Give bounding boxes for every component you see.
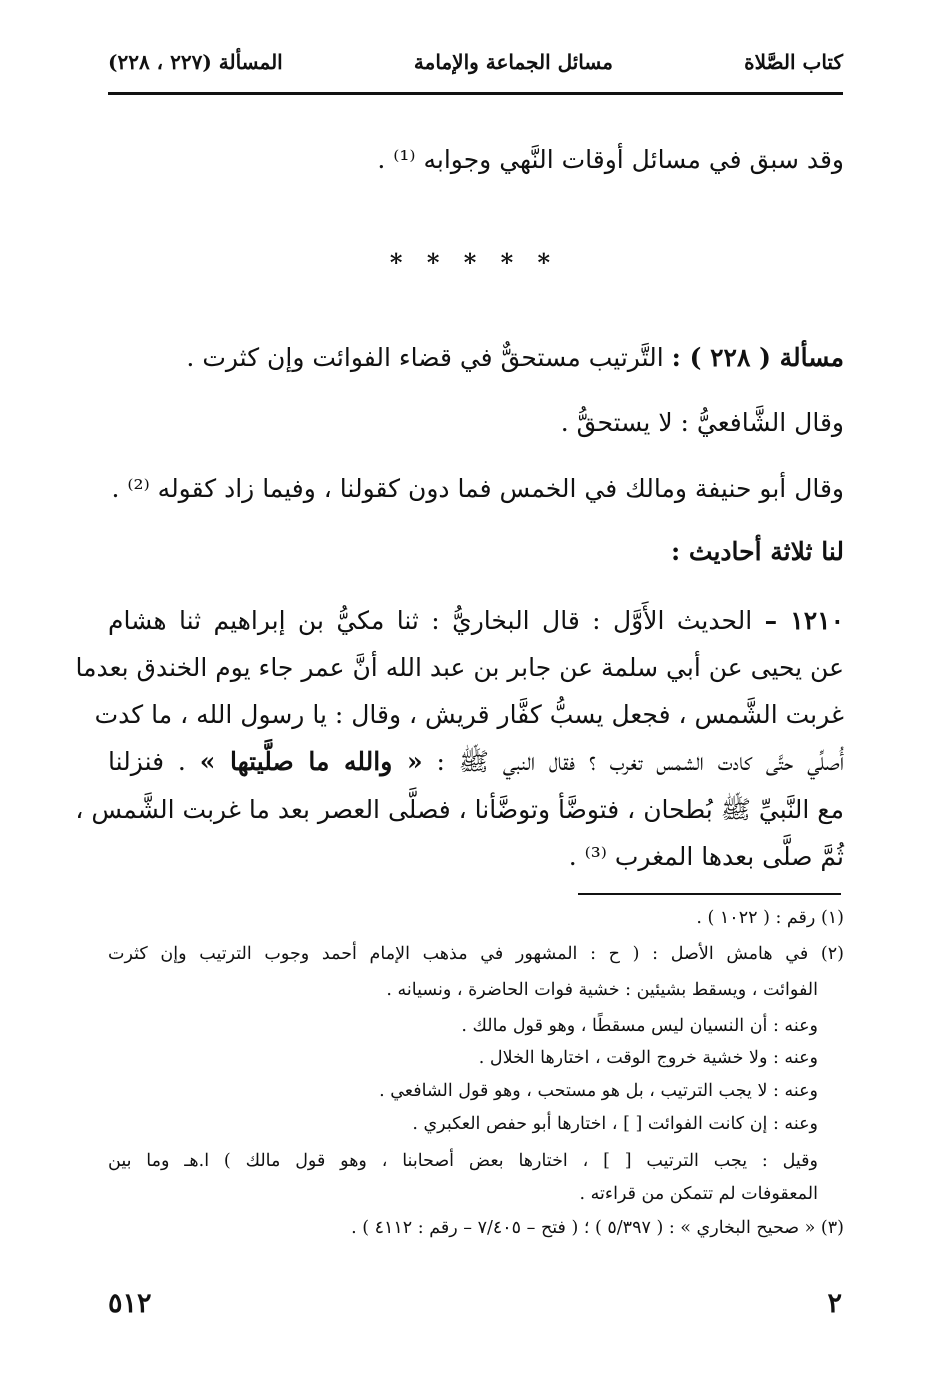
footnote-2-line-1: (٢) في هامش الأصل : ( ح : المشهور في مذهب الإمام أحمد وجوب الترتيب وإن كثرت <box>108 944 844 964</box>
hadith-line-2: عن يحيى عن أبي سلمة عن جابر بن عبد الله أنَّ عمر جاء يوم الخندق بعدما <box>75 653 844 682</box>
header-issue-range: المسألة (٢٢٧ ، ٢٢٨) <box>108 50 283 74</box>
hadith-line-4-end: . فنزلنا <box>108 747 186 776</box>
hadith-line-4-text: أُصلِّي حتَّى كادت الشمس تغرب ؟ فقال النبي ﷺ : <box>436 747 845 776</box>
running-header <box>108 44 843 80</box>
signature-number: ٢ <box>827 1288 842 1319</box>
issue-label: مسألة ( ٢٢٨ ) : <box>671 343 844 372</box>
footnote-2-line-4: وعنه : ولا خشية خروج الوقت ، اختارها الخلال . <box>478 1048 818 1068</box>
footnote-2-line-3: وعنه : أن النسيان ليس مسقطًا ، وهو قول مالك . <box>461 1016 818 1036</box>
footnote-2-line-8: المعقوفات لم تتمكن من قراءته . <box>579 1184 818 1204</box>
body-line-prev-reference: وقد سبق في مسائل أوقات النَّهي وجوابه ⁽¹⁾ . <box>377 145 844 174</box>
header-rule <box>108 92 843 95</box>
hadith-line-1 <box>108 603 844 639</box>
footnote-1: (١) رقم : ( ١٠٢٢ ) . <box>696 908 844 928</box>
footnote-2-line-5: وعنه : لا يجب الترتيب ، بل هو مستحب ، وهو قول الشافعي . <box>379 1081 818 1101</box>
evidence-heading: لنا ثلاثة أحاديث : <box>670 537 844 566</box>
hadith-line-3: غربت الشَّمس ، فجعل يسبُّ كفَّار قريش ، وقال : يا رسول الله ، ما كدت <box>94 700 844 729</box>
footnote-3: (٣) « صحيح البخاري » : ( ٥/٣٩٧ ) ؛ ( فتح – ٧/٤٠٥ – رقم : ٤١١٢ ) . <box>351 1218 844 1238</box>
hadith-line-1-text: الحديث الأَوَّل : قال البخاريُّ : ثنا مكيُّ بن إبراهيم ثنا هشام <box>108 606 753 635</box>
hadith-line-4 <box>108 744 844 780</box>
footnote-2-line-7: وقيل : يجب الترتيب [ ] ، اختارها بعض أصحابنا ، وهو قول مالك ) ا.هـ وما بين <box>108 1151 818 1171</box>
page-number: ٥١٢ <box>108 1288 152 1319</box>
footnote-2-line-2: الفوائت ، ويسقط بشيئين : خشية فوات الحاضرة ، ونسيانه . <box>386 980 818 1000</box>
header-book-title: كتاب الصَّلاة <box>744 50 843 74</box>
shafii-opinion: وقال الشَّافعيُّ : لا يستحقُّ . <box>560 408 844 437</box>
section-separator: * * * * * <box>389 248 559 277</box>
hadith-quote: « والله ما صلَّيتها » <box>199 747 423 776</box>
issue-statement <box>186 340 844 376</box>
header-chapter-title: مسائل الجماعة والإمامة <box>413 50 613 74</box>
issue-text: التَّرتيب مستحقٌّ في قضاء الفوائت وإن كثرت . <box>186 343 664 372</box>
abu-hanifa-opinion: وقال أبو حنيفة ومالك في الخمس فما دون كقولنا ، وفيما زاد كقوله ⁽²⁾ . <box>111 474 844 503</box>
hadith-line-5: مع النَّبيِّ ﷺ بُطحان ، فتوضَّأ وتوضَّأنا ، فصلَّى العصر بعد ما غربت الشَّمس ، <box>75 795 844 824</box>
footnote-2-line-6: وعنه : إن كانت الفوائت [ ] ، اختارها أبو حفص العكبري . <box>412 1114 818 1134</box>
footnote-rule <box>578 893 841 895</box>
hadith-number: ١٢١٠ – <box>764 606 844 635</box>
hadith-line-6: ثُمَّ صلَّى بعدها المغرب ⁽³⁾ . <box>568 842 844 871</box>
